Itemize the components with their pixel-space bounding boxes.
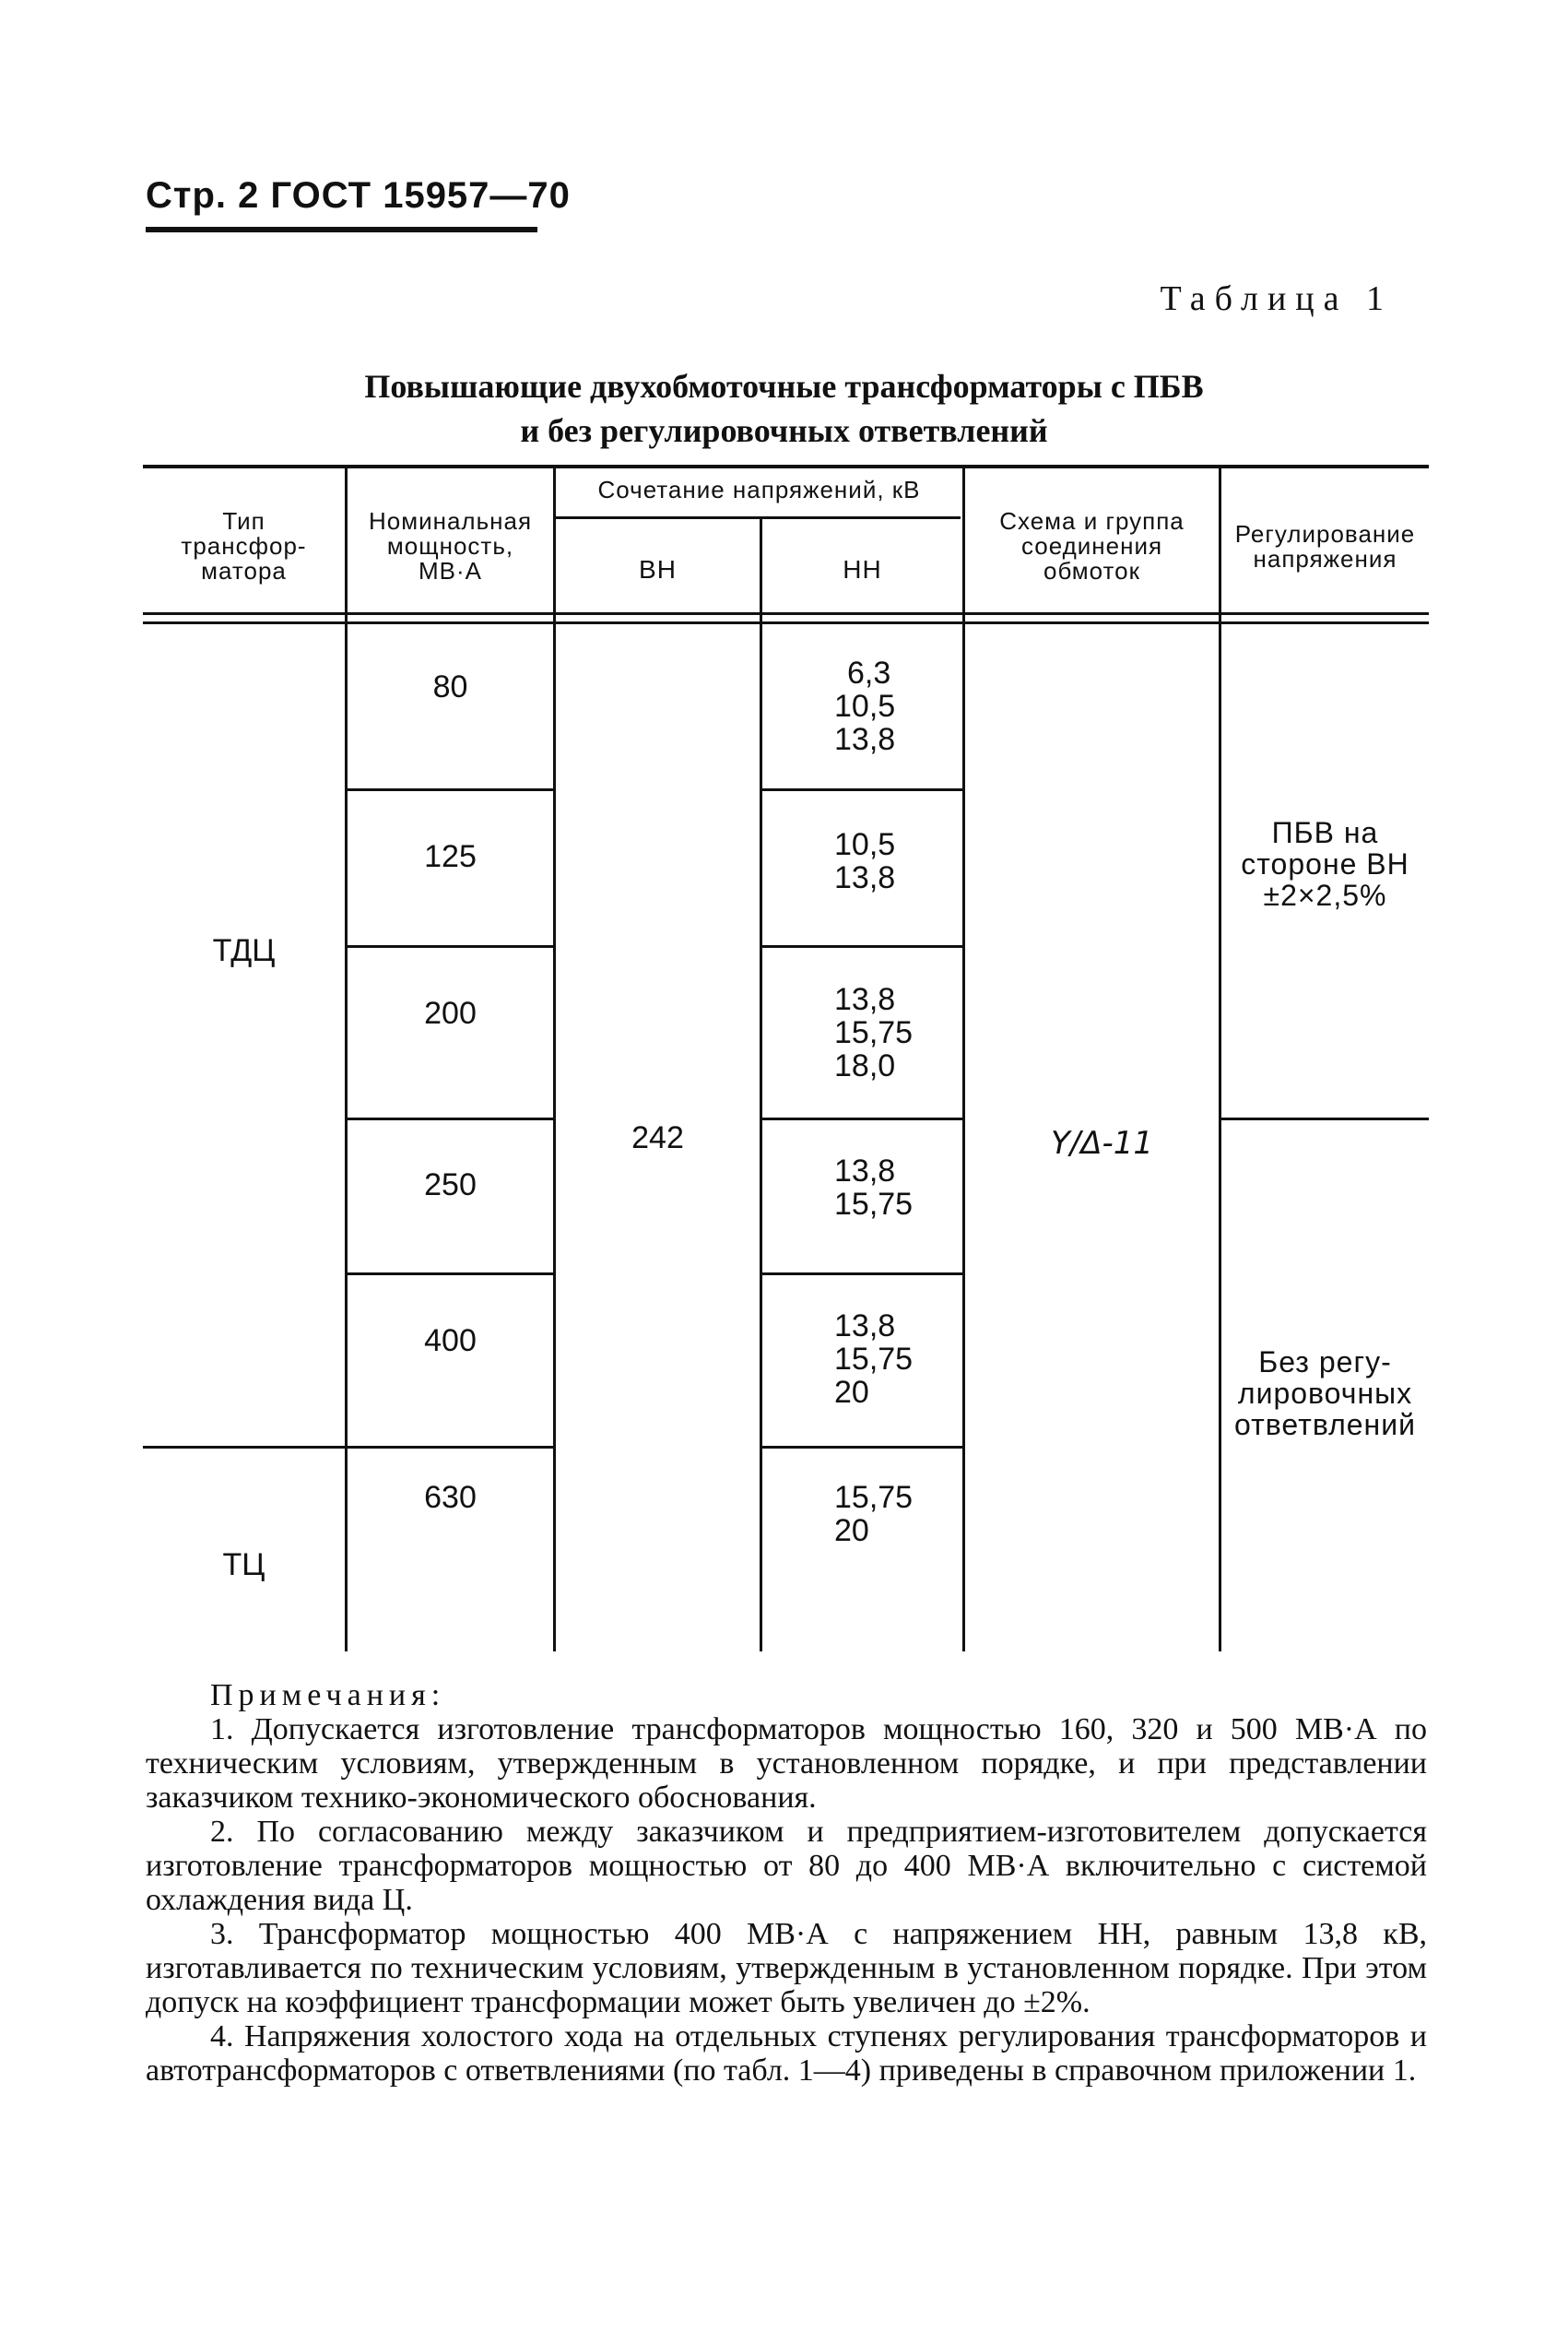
nn-cell-125: 10,5 13,8: [834, 827, 896, 895]
row-sep-4: [347, 1272, 554, 1275]
row-sep-3: [347, 1118, 554, 1120]
header-bottom-rule-1: [143, 612, 1429, 615]
header-voltage-group: Сочетание напряжений, кВ: [597, 476, 921, 503]
header-rule: [146, 227, 537, 232]
col-divider-2: [553, 467, 556, 1651]
note-item: 4. Напряжения холостого хода на отдельных ступенях регулирования трансформаторов и автотрансформаторов с ответвлениями (по табл. 1—4) приведены в справочном приложении 1.: [146, 2019, 1427, 2088]
row-sep-4b: [761, 1272, 963, 1275]
note-item: 3. Трансформатор мощностью 400 МВ·А с напряжением НН, равным 13,8 кВ, изготавливается по техническим условиям, утвержденным в установленном порядке. При этом допуск на коэффициент трансформации может быть увеличен до ±2%.: [146, 1917, 1427, 2019]
header-regulation: Регулирование напряжения: [1234, 520, 1416, 573]
table-label: Таблица 1: [1160, 279, 1393, 318]
page-header: Стр. 2 ГОСТ 15957—70: [146, 175, 571, 216]
power-cell: 250: [424, 1167, 477, 1202]
row-sep-5: [143, 1446, 554, 1449]
nn-cell-200: 13,8 15,75 18,0: [834, 982, 914, 1083]
col-divider-3: [760, 518, 762, 1651]
header-type: Тип трансфор- матора: [181, 507, 307, 585]
col-divider-1: [345, 467, 348, 1651]
voltage-group-rule: [555, 516, 961, 519]
scheme-value: Y/Δ-11: [1051, 1125, 1154, 1162]
power-cell: 400: [424, 1323, 477, 1358]
col-divider-4: [962, 467, 965, 1651]
power-cell: 80: [432, 669, 468, 704]
regulation-pbv: ПБВ на стороне ВН ±2×2,5%: [1241, 816, 1409, 912]
regulation-none: Без регу- лировочных ответвлений: [1234, 1345, 1416, 1441]
row-sep-1b: [761, 788, 963, 791]
regulation-sep: [1220, 1118, 1429, 1120]
nn-cell-80: 6,3 10,5 13,8: [834, 656, 896, 757]
power-cell: 200: [424, 996, 477, 1031]
header-power: Номинальная мощность, МВ·А: [368, 507, 533, 585]
vn-value: 242: [631, 1120, 684, 1155]
table-top-rule: [143, 465, 1429, 468]
nn-cell-400: 13,8 15,75 20: [834, 1308, 914, 1410]
note-item: 1. Допускается изготовление трансформаторов мощностью 160, 320 и 500 МВ·А по техническим условиям, утвержденным в установленном порядке, и при представлении заказчиком технико-экономического обоснования.: [146, 1712, 1427, 1815]
header-nn: НН: [843, 555, 882, 584]
header-vn: ВН: [639, 555, 677, 584]
nn-cell-250: 13,8 15,75: [834, 1154, 914, 1222]
notes-title: Примечания:: [210, 1678, 446, 1712]
note-item: 2. По согласованию между заказчиком и предприятием-изготовителем допускается изготовление трансформаторов мощностью от 80 до 400 МВ·А включительно с системой охлаждения вида Ц.: [146, 1815, 1427, 1917]
table-caption-line1: Повышающие двухобмоточные трансформаторы с ПБВ: [364, 368, 1204, 405]
nn-cell-630: 15,75 20: [834, 1480, 914, 1548]
row-sep-5b: [761, 1446, 963, 1449]
row-sep-2b: [761, 945, 963, 948]
type-tdc: ТДЦ: [212, 933, 276, 968]
power-cell: 630: [424, 1480, 477, 1515]
col-divider-5: [1219, 467, 1221, 1651]
type-tc: ТЦ: [222, 1547, 265, 1582]
header-bottom-rule-2: [143, 621, 1429, 624]
power-cell: 125: [424, 839, 477, 874]
notes: [146, 1678, 1427, 2088]
row-sep-1: [347, 788, 554, 791]
row-sep-2: [347, 945, 554, 948]
header-scheme: Схема и группа соединения обмоток: [999, 507, 1185, 585]
table-caption-line2: и без регулировочных ответвлений: [520, 412, 1048, 449]
row-sep-3b: [761, 1118, 963, 1120]
